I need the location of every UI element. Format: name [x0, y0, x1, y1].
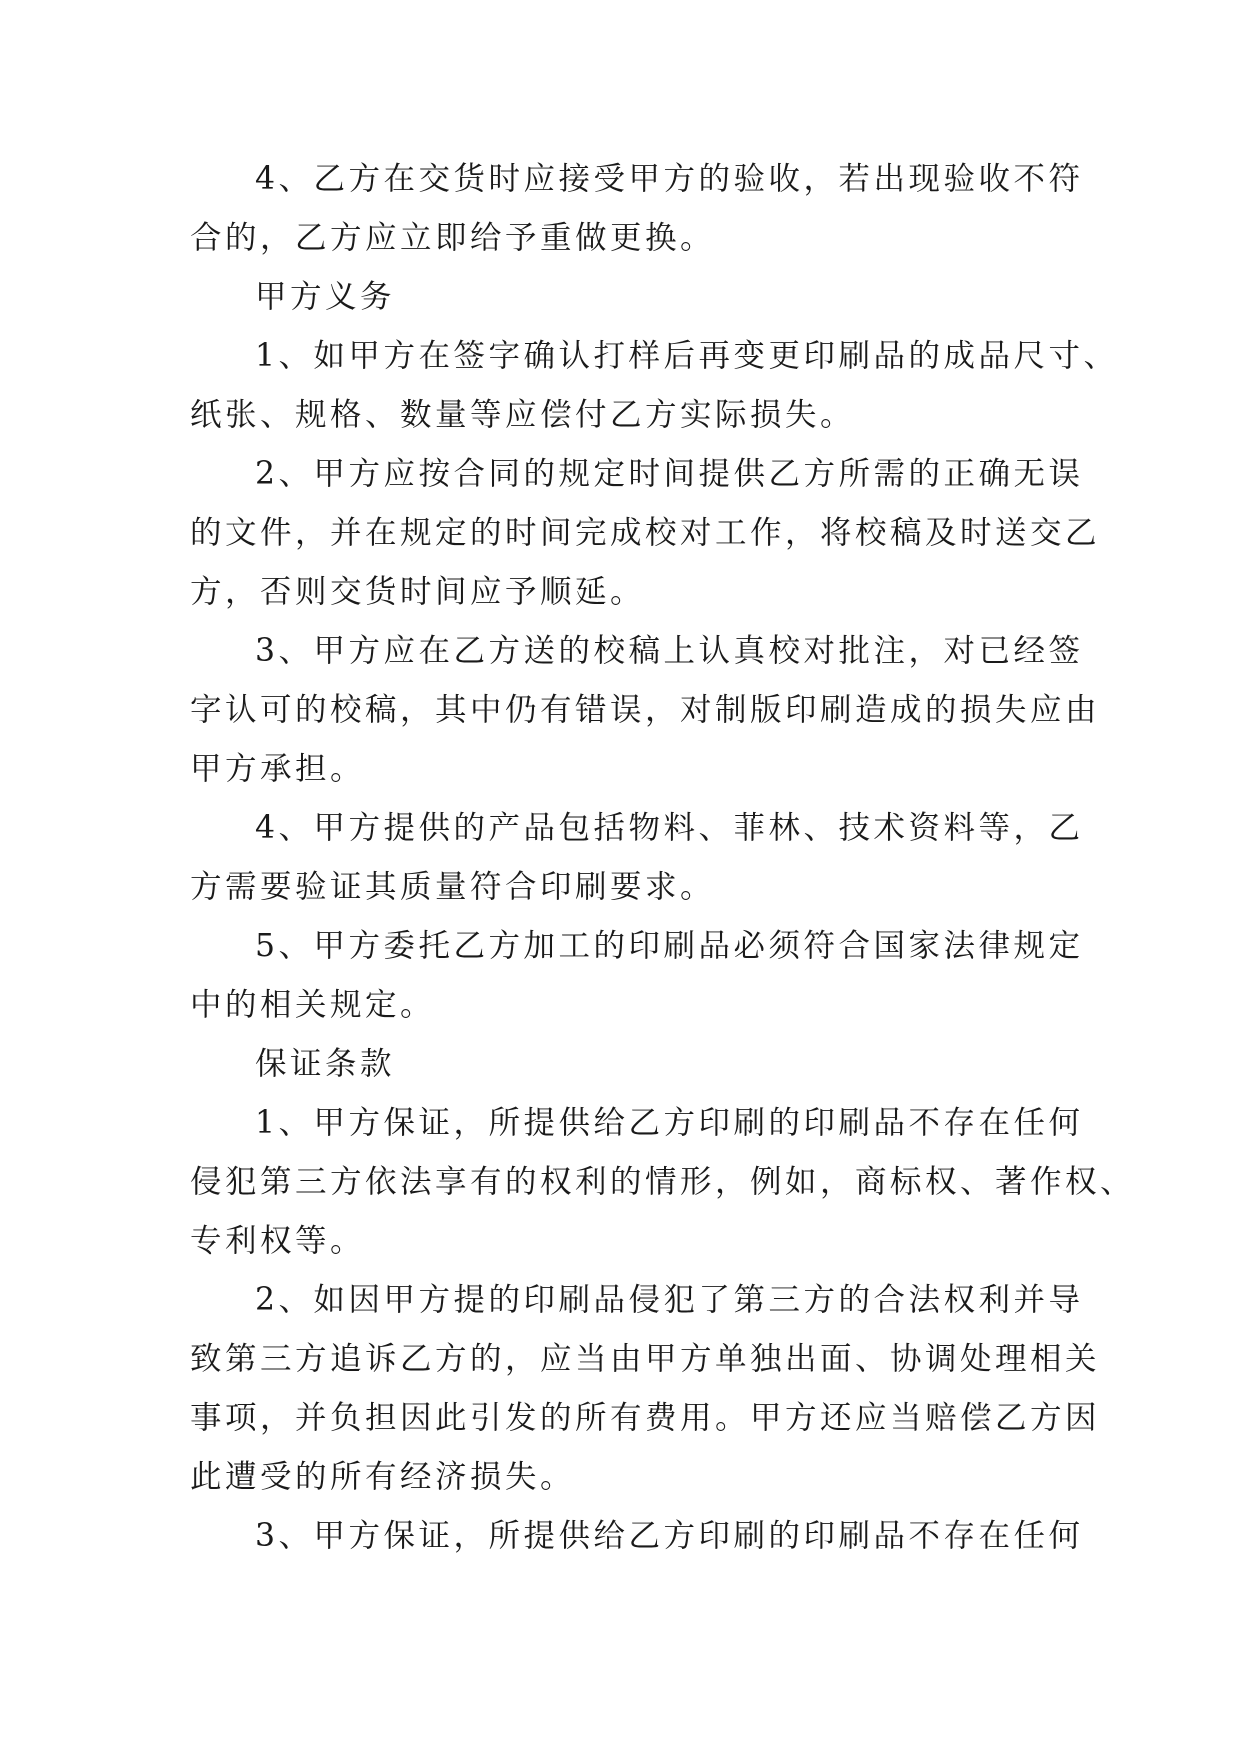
- paragraph-line: 专利权等。: [190, 1223, 366, 1259]
- paragraph-line: 事项，并负担因此引发的所有费用。甲方还应当赔偿乙方因: [190, 1400, 1101, 1436]
- paragraph-line: 4、甲方提供的产品包括物料、菲林、技术资料等，乙: [255, 810, 1084, 846]
- paragraph-line: 2、甲方应按合同的规定时间提供乙方所需的正确无误: [255, 456, 1084, 492]
- paragraph-line: 2、如因甲方提的印刷品侵犯了第三方的合法权利并导: [255, 1282, 1084, 1318]
- paragraph-line: 合的，乙方应立即给予重做更换。: [190, 220, 716, 256]
- paragraph-line: 的文件，并在规定的时间完成校对工作，将校稿及时送交乙: [190, 515, 1101, 551]
- paragraph-line: 此遭受的所有经济损失。: [190, 1459, 576, 1495]
- paragraph-line: 3、甲方应在乙方送的校稿上认真校对批注，对已经签: [255, 633, 1084, 669]
- paragraph-line: 4、乙方在交货时应接受甲方的验收，若出现验收不符: [255, 161, 1084, 197]
- paragraph-line: 侵犯第三方依法享有的权利的情形，例如，商标权、著作权、: [190, 1164, 1136, 1200]
- paragraph-line: 纸张、规格、数量等应偿付乙方实际损失。: [190, 397, 856, 433]
- section-heading: 保证条款: [255, 1046, 396, 1082]
- section-heading: 甲方义务: [255, 279, 396, 315]
- paragraph-line: 3、甲方保证，所提供给乙方印刷的印刷品不存在任何: [255, 1518, 1084, 1554]
- paragraph-line: 1、甲方保证，所提供给乙方印刷的印刷品不存在任何: [255, 1105, 1084, 1141]
- paragraph-line: 致第三方追诉乙方的，应当由甲方单独出面、协调处理相关: [190, 1341, 1101, 1377]
- paragraph-line: 字认可的校稿，其中仍有错误，对制版印刷造成的损失应由: [190, 692, 1101, 728]
- paragraph-line: 方需要验证其质量符合印刷要求。: [190, 869, 716, 905]
- paragraph-line: 1、如甲方在签字确认打样后再变更印刷品的成品尺寸、: [255, 338, 1119, 374]
- paragraph-line: 5、甲方委托乙方加工的印刷品必须符合国家法律规定: [255, 928, 1084, 964]
- paragraph-line: 甲方承担。: [190, 751, 366, 787]
- document-body: [190, 150, 1136, 1566]
- paragraph-line: 中的相关规定。: [190, 987, 436, 1023]
- paragraph-line: 方，否则交货时间应予顺延。: [190, 574, 646, 610]
